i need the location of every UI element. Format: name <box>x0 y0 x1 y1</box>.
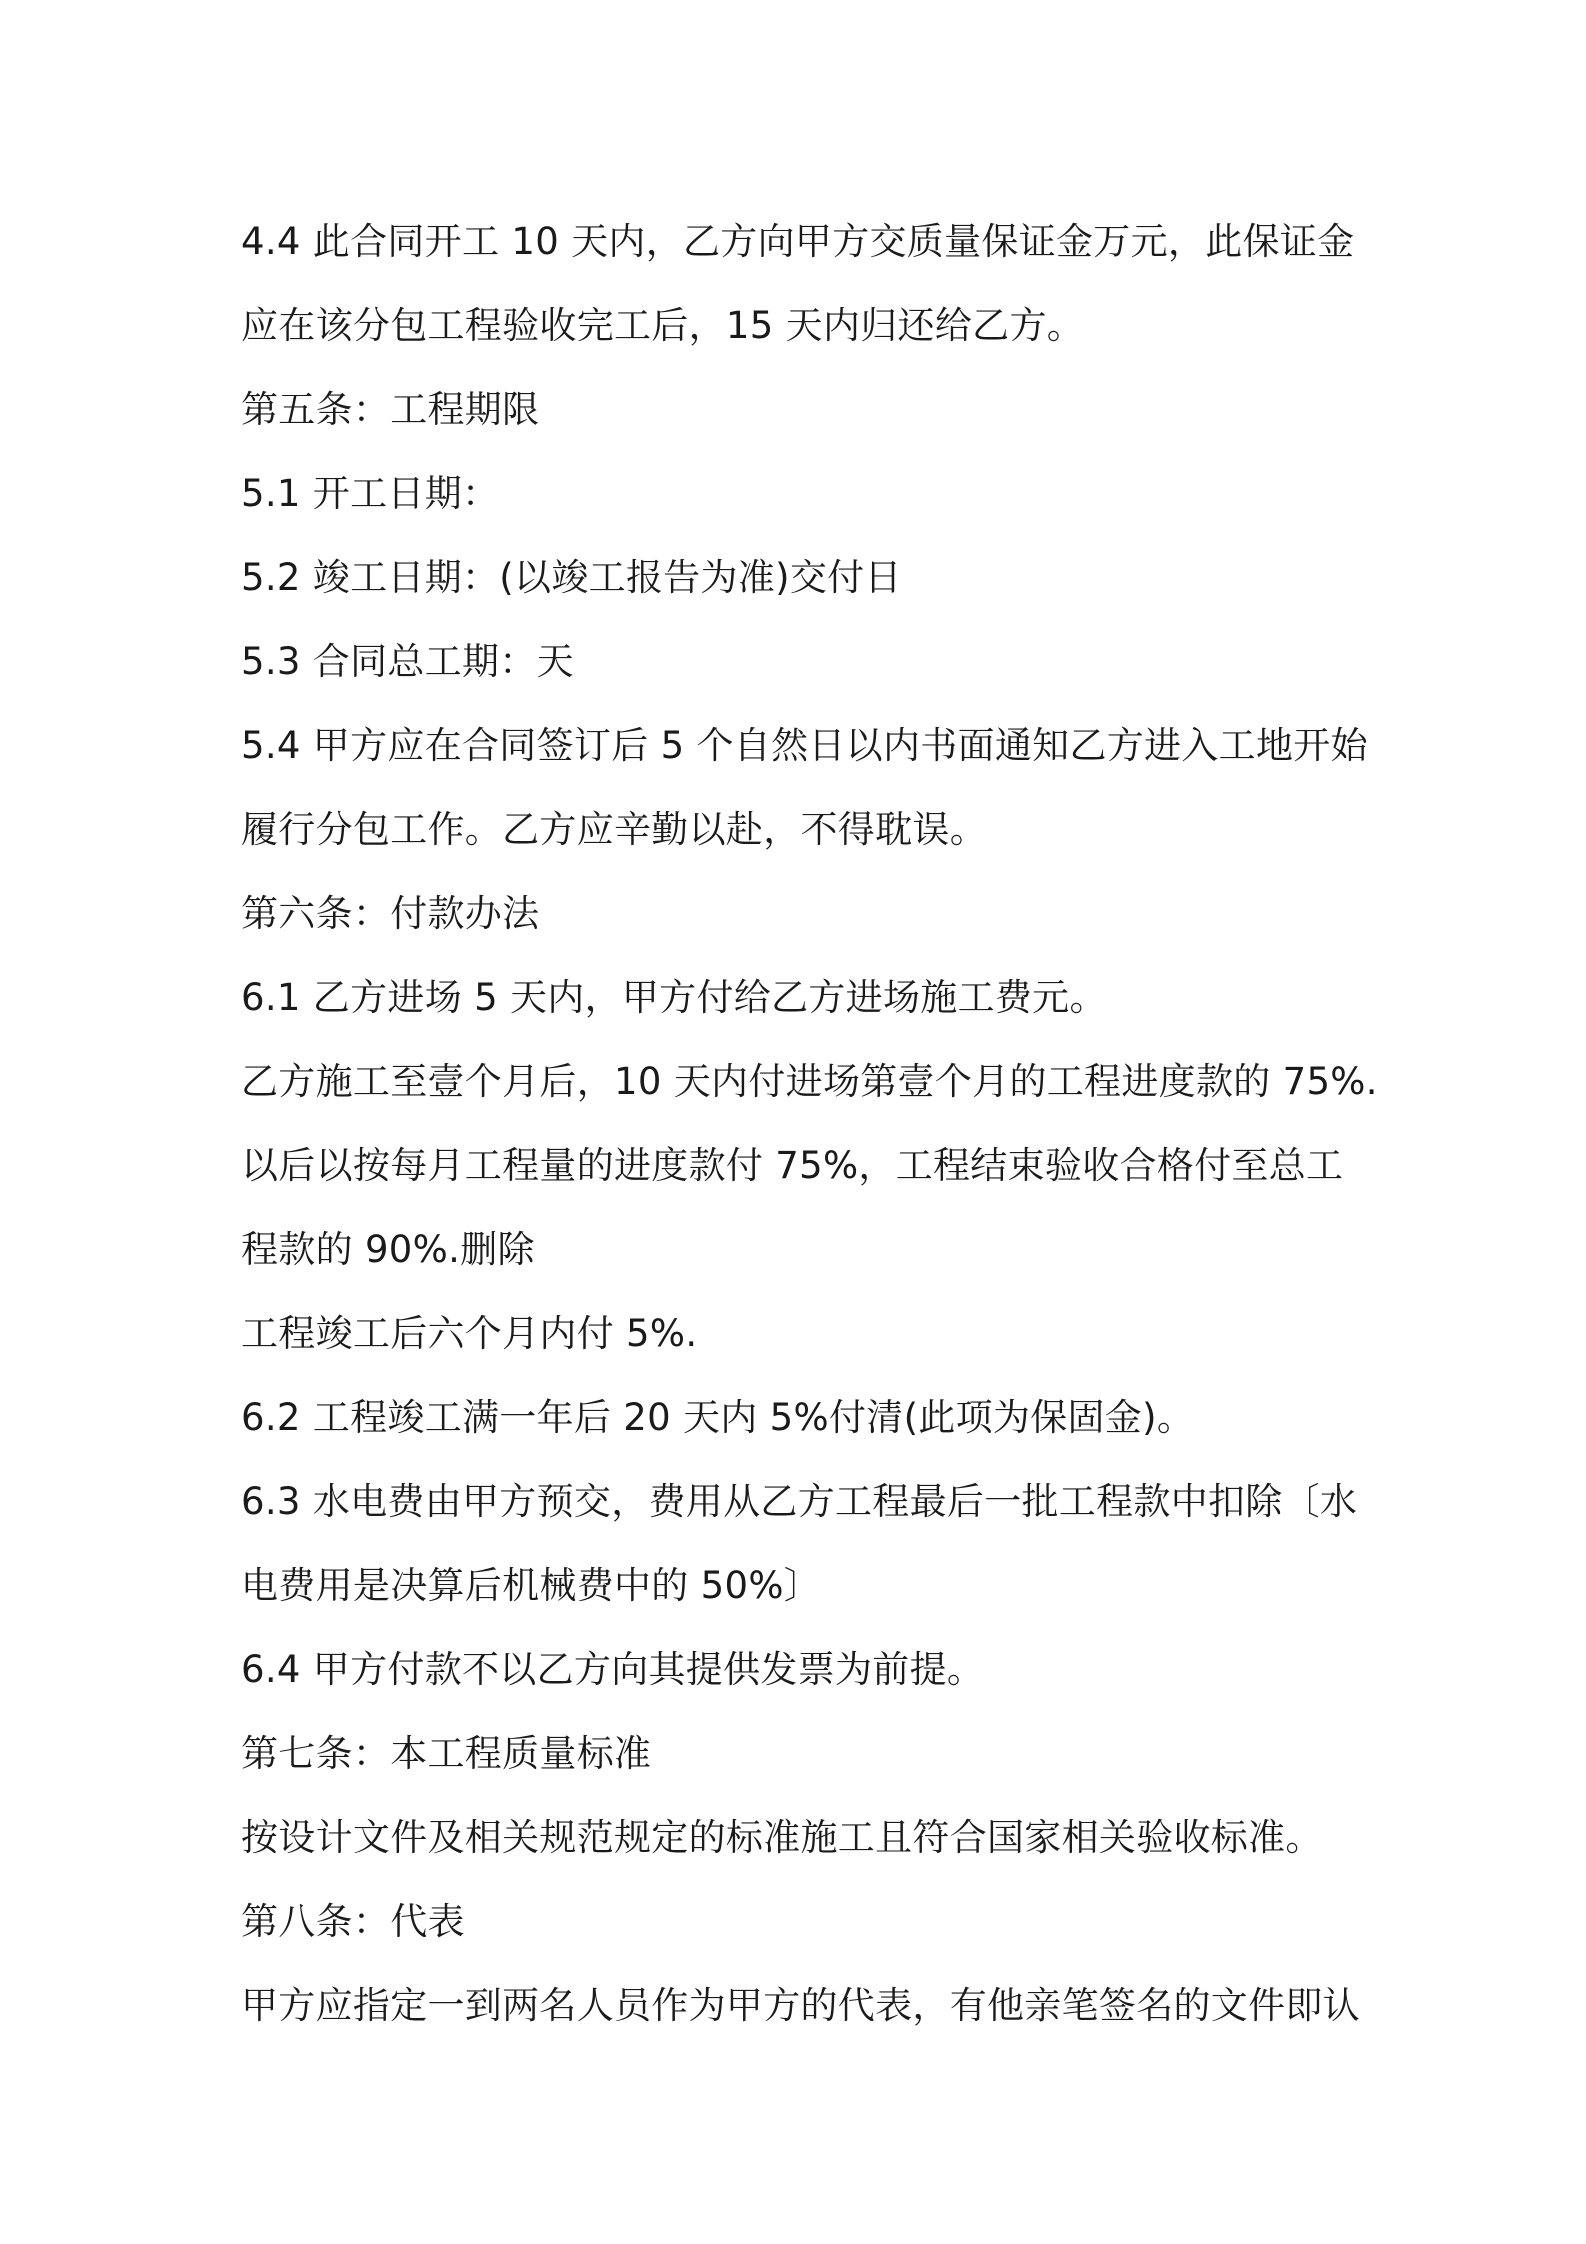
payment-paragraph-line-4: 工程竣工后六个月内付 5%. <box>241 1312 698 1355</box>
payment-paragraph-line-3: 程款的 90%.删除 <box>241 1228 535 1271</box>
payment-paragraph-line-1: 乙方施工至壹个月后，10 天内付进场第壹个月的工程进度款的 75%. <box>241 1060 1378 1103</box>
article-7-text: 按设计文件及相关规范规定的标准施工且符合国家相关验收标准。 <box>241 1816 1323 1859</box>
clause-6-3-line-2: 电费用是决算后机械费中的 50%〕 <box>241 1564 822 1607</box>
payment-paragraph-line-2: 以后以按每月工程量的进度款付 75%，工程结束验收合格付至总工 <box>241 1144 1344 1187</box>
clause-5-1: 5.1 开工日期： <box>241 472 500 515</box>
article-8-text-line-1: 甲方应指定一到两名人员作为甲方的代表，有他亲笔签名的文件即认 <box>241 1984 1360 2027</box>
clause-6-1: 6.1 乙方进场 5 天内，甲方付给乙方进场施工费元。 <box>241 976 1107 1019</box>
article-8-heading: 第八条：代表 <box>241 1900 465 1943</box>
clause-4-4-line-2: 应在该分包工程验收完工后，15 天内归还给乙方。 <box>241 304 1085 347</box>
clause-5-4-line-2: 履行分包工作。乙方应辛勤以赴，不得耽误。 <box>241 808 987 851</box>
clause-6-2: 6.2 工程竣工满一年后 20 天内 5%付清(此项为保固金)。 <box>241 1396 1195 1439</box>
article-5-heading: 第五条：工程期限 <box>241 388 540 431</box>
clause-6-3-line-1: 6.3 水电费由甲方预交，费用从乙方工程最后一批工程款中扣除〔水 <box>241 1480 1358 1523</box>
document-body <box>241 200 1378 2048</box>
article-6-heading: 第六条：付款办法 <box>241 892 540 935</box>
clause-5-4-line-1: 5.4 甲方应在合同签订后 5 个自然日以内书面通知乙方进入工地开始 <box>241 724 1368 767</box>
article-7-heading: 第七条：本工程质量标准 <box>241 1732 652 1775</box>
clause-5-3: 5.3 合同总工期：天 <box>241 640 574 683</box>
clause-6-4: 6.4 甲方付款不以乙方向其提供发票为前提。 <box>241 1648 985 1691</box>
clause-5-2: 5.2 竣工日期：(以竣工报告为准)交付日 <box>241 556 902 599</box>
clause-4-4-line-1: 4.4 此合同开工 10 天内，乙方向甲方交质量保证金万元，此保证金 <box>241 220 1355 263</box>
